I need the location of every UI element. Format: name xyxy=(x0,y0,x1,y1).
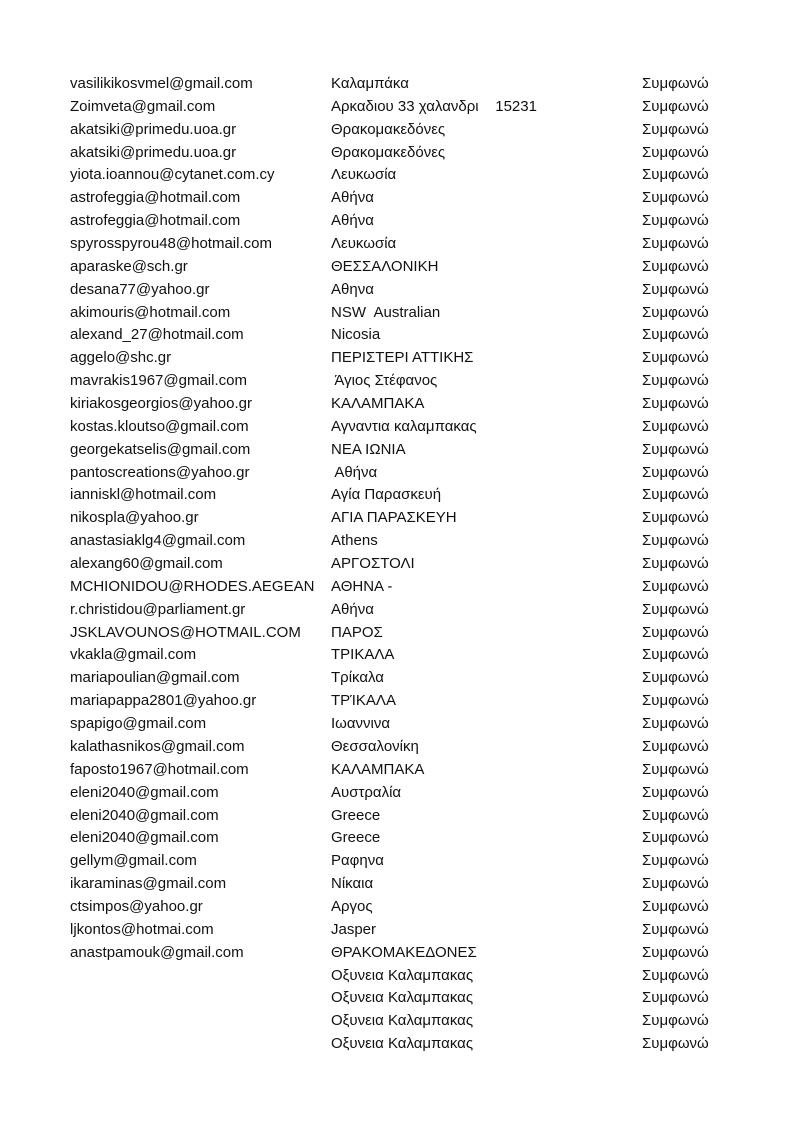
consent-cell: Συμφωνώ xyxy=(642,257,709,275)
city-cell: Αγία Παρασκευή xyxy=(331,486,442,504)
city-cell: Νίκαια xyxy=(331,875,374,893)
city-cell: ΤΡΙΚΑΛΑ xyxy=(331,646,395,664)
city-cell: ΤΡΊΚΑΛΑ xyxy=(331,692,396,710)
email-cell: nikospla@yahoo.gr xyxy=(70,509,199,527)
email-cell: eleni2040@gmail.com xyxy=(70,783,219,801)
email-cell: georgekatselis@gmail.com xyxy=(70,440,251,458)
email-cell: yiota.ioannou@cytanet.com.cy xyxy=(70,166,275,184)
email-cell: mariapappa2801@yahoo.gr xyxy=(70,692,257,710)
data-table xyxy=(0,73,799,1056)
email-cell: faposto1967@hotmail.com xyxy=(70,760,249,778)
email-cell: alexang60@gmail.com xyxy=(70,555,223,573)
email-cell: pantoscreations@yahoo.gr xyxy=(70,463,250,481)
city-cell: Nicosia xyxy=(331,326,381,344)
consent-cell: Συμφωνώ xyxy=(642,166,709,184)
table-row xyxy=(0,187,799,210)
table-row xyxy=(0,805,799,828)
city-cell: Αθήνα xyxy=(331,212,374,230)
table-row xyxy=(0,736,799,759)
table-row xyxy=(0,119,799,142)
email-cell: ianniskl@hotmail.com xyxy=(70,486,217,504)
city-cell: Greece xyxy=(331,829,381,847)
city-cell: Αθηνα xyxy=(331,280,374,298)
city-cell: ΘΕΣΣΑΛΟΝΙΚΗ xyxy=(331,257,439,275)
table-row xyxy=(0,942,799,965)
consent-cell: Συμφωνώ xyxy=(642,349,709,367)
city-cell: Λευκωσία xyxy=(331,166,397,184)
consent-cell: Συμφωνώ xyxy=(642,829,709,847)
consent-cell: Συμφωνώ xyxy=(642,1035,709,1053)
city-cell: ΚΑΛΑΜΠΑΚΑ xyxy=(331,395,425,413)
email-cell: r.christidou@parliament.gr xyxy=(70,600,246,618)
city-cell: Άγιος Στέφανος xyxy=(331,372,438,390)
table-row xyxy=(0,370,799,393)
email-cell: astrofeggia@hotmail.com xyxy=(70,189,241,207)
consent-cell: Συμφωνώ xyxy=(642,463,709,481)
table-row xyxy=(0,896,799,919)
email-cell: ikaraminas@gmail.com xyxy=(70,875,227,893)
email-cell: Zoimveta@gmail.com xyxy=(70,97,216,115)
consent-cell: Συμφωνώ xyxy=(642,143,709,161)
city-cell: Λευκωσία xyxy=(331,235,397,253)
city-cell: Αγναντια καλαμπακας xyxy=(331,417,477,435)
table-row xyxy=(0,965,799,988)
city-cell: ΑΡΓΟΣΤΟΛΙ xyxy=(331,555,415,573)
table-row xyxy=(0,142,799,165)
table-row xyxy=(0,530,799,553)
city-cell: Θεσσαλονίκη xyxy=(331,737,419,755)
city-cell: Οξυνεια Καλαμπακας xyxy=(331,1012,474,1030)
consent-cell: Συμφωνώ xyxy=(642,417,709,435)
table-row xyxy=(0,1010,799,1033)
city-cell: Οξυνεια Καλαμπακας xyxy=(331,1035,474,1053)
table-row xyxy=(0,96,799,119)
table-row xyxy=(0,279,799,302)
consent-cell: Συμφωνώ xyxy=(642,623,709,641)
table-row xyxy=(0,827,799,850)
table-row xyxy=(0,416,799,439)
city-cell: Jasper xyxy=(331,920,377,938)
table-row xyxy=(0,347,799,370)
email-cell: akatsiki@primedu.uoa.gr xyxy=(70,143,237,161)
consent-cell: Συμφωνώ xyxy=(642,577,709,595)
consent-cell: Συμφωνώ xyxy=(642,326,709,344)
city-cell: ΑΘΗΝΑ - xyxy=(331,577,393,595)
city-cell: ΠΕΡΙΣΤΕΡΙ ΑΤΤΙΚΗΣ xyxy=(331,349,474,367)
consent-cell: Συμφωνώ xyxy=(642,372,709,390)
email-cell: ctsimpos@yahoo.gr xyxy=(70,897,203,915)
table-row xyxy=(0,484,799,507)
table-row xyxy=(0,667,799,690)
email-cell: anastasiaklg4@gmail.com xyxy=(70,532,246,550)
email-cell: mavrakis1967@gmail.com xyxy=(70,372,247,390)
consent-cell: Συμφωνώ xyxy=(642,440,709,458)
city-cell: Θρακομακεδόνες xyxy=(331,120,446,138)
email-cell: ljkontos@hotmai.com xyxy=(70,920,214,938)
city-cell: NSW Australian xyxy=(331,303,441,321)
email-cell: alexand_27@hotmail.com xyxy=(70,326,244,344)
table-row xyxy=(0,987,799,1010)
city-cell: Ιωαννινα xyxy=(331,715,391,733)
email-cell: spyrosspyrou48@hotmail.com xyxy=(70,235,272,253)
table-row xyxy=(0,302,799,325)
consent-cell: Συμφωνώ xyxy=(642,760,709,778)
city-cell: ΠΑΡΟΣ xyxy=(331,623,383,641)
email-cell: eleni2040@gmail.com xyxy=(70,829,219,847)
email-cell: akatsiki@primedu.uoa.gr xyxy=(70,120,237,138)
consent-cell: Συμφωνώ xyxy=(642,989,709,1007)
consent-cell: Συμφωνώ xyxy=(642,920,709,938)
email-cell: desana77@yahoo.gr xyxy=(70,280,210,298)
consent-cell: Συμφωνώ xyxy=(642,75,709,92)
consent-cell: Συμφωνώ xyxy=(642,646,709,664)
table-row xyxy=(0,73,799,96)
email-cell: aparaske@sch.gr xyxy=(70,257,188,275)
email-cell: vasilikikosvmel@gmail.com xyxy=(70,75,253,92)
table-row xyxy=(0,164,799,187)
table-row xyxy=(0,1033,799,1056)
city-cell: Αργος xyxy=(331,897,373,915)
city-cell: Αυστραλία xyxy=(331,783,402,801)
consent-cell: Συμφωνώ xyxy=(642,715,709,733)
table-row xyxy=(0,850,799,873)
consent-cell: Συμφωνώ xyxy=(642,966,709,984)
city-cell: Τρίκαλα xyxy=(331,669,384,687)
email-cell: eleni2040@gmail.com xyxy=(70,806,219,824)
city-cell: Αθήνα xyxy=(331,600,374,618)
consent-cell: Συμφωνώ xyxy=(642,806,709,824)
table-row xyxy=(0,576,799,599)
consent-cell: Συμφωνώ xyxy=(642,852,709,870)
email-cell: akimouris@hotmail.com xyxy=(70,303,231,321)
table-row xyxy=(0,507,799,530)
email-cell: mariapoulian@gmail.com xyxy=(70,669,240,687)
table-row xyxy=(0,233,799,256)
city-cell: Θρακομακεδόνες xyxy=(331,143,446,161)
consent-cell: Συμφωνώ xyxy=(642,120,709,138)
city-cell: Greece xyxy=(331,806,381,824)
city-cell: Αθήνα xyxy=(331,463,378,481)
city-cell: ΑΓΙΑ ΠΑΡΑΣΚΕΥΗ xyxy=(331,509,457,527)
city-cell: Οξυνεια Καλαμπακας xyxy=(331,989,474,1007)
table-row xyxy=(0,210,799,233)
email-cell: spapigo@gmail.com xyxy=(70,715,207,733)
consent-cell: Συμφωνώ xyxy=(642,280,709,298)
email-cell: kostas.kloutso@gmail.com xyxy=(70,417,249,435)
table-row xyxy=(0,256,799,279)
email-cell: JSKLAVOUNOS@HOTMAIL.COM xyxy=(70,623,301,641)
table-row xyxy=(0,324,799,347)
consent-cell: Συμφωνώ xyxy=(642,509,709,527)
table-row xyxy=(0,439,799,462)
city-cell: Ραφηνα xyxy=(331,852,384,870)
consent-cell: Συμφωνώ xyxy=(642,303,709,321)
table-row xyxy=(0,690,799,713)
table-row xyxy=(0,759,799,782)
consent-cell: Συμφωνώ xyxy=(642,943,709,961)
city-cell: Athens xyxy=(331,532,378,550)
consent-cell: Συμφωνώ xyxy=(642,235,709,253)
consent-cell: Συμφωνώ xyxy=(642,897,709,915)
table-row xyxy=(0,919,799,942)
table-row xyxy=(0,622,799,645)
email-cell: kiriakosgeorgios@yahoo.gr xyxy=(70,395,252,413)
table-row xyxy=(0,553,799,576)
consent-cell: Συμφωνώ xyxy=(642,600,709,618)
city-cell: Αθήνα xyxy=(331,189,374,207)
consent-cell: Συμφωνώ xyxy=(642,212,709,230)
consent-cell: Συμφωνώ xyxy=(642,669,709,687)
consent-cell: Συμφωνώ xyxy=(642,532,709,550)
email-cell: vkakla@gmail.com xyxy=(70,646,197,664)
consent-cell: Συμφωνώ xyxy=(642,395,709,413)
consent-cell: Συμφωνώ xyxy=(642,692,709,710)
consent-cell: Συμφωνώ xyxy=(642,486,709,504)
city-cell: ΘΡΑΚΟΜΑΚΕΔΟΝΕΣ xyxy=(331,943,477,961)
email-cell: gellym@gmail.com xyxy=(70,852,197,870)
city-cell: ΚΑΛΑΜΠΑΚΑ xyxy=(331,760,425,778)
consent-cell: Συμφωνώ xyxy=(642,737,709,755)
city-cell: Καλαμπάκα xyxy=(331,75,409,92)
consent-cell: Συμφωνώ xyxy=(642,875,709,893)
table-row xyxy=(0,644,799,667)
email-cell: anastpamouk@gmail.com xyxy=(70,943,244,961)
table-row xyxy=(0,462,799,485)
table-row xyxy=(0,599,799,622)
consent-cell: Συμφωνώ xyxy=(642,555,709,573)
email-cell: MCHIONIDOU@RHODES.AEGEAN xyxy=(70,577,315,595)
city-cell: ΝΕΑ ΙΩΝΙΑ xyxy=(331,440,406,458)
city-cell: Οξυνεια Καλαμπακας xyxy=(331,966,474,984)
consent-cell: Συμφωνώ xyxy=(642,1012,709,1030)
email-cell: kalathasnikos@gmail.com xyxy=(70,737,245,755)
city-cell: Αρκαδιου 33 χαλανδρι 15231 xyxy=(331,97,537,115)
table-row xyxy=(0,713,799,736)
consent-cell: Συμφωνώ xyxy=(642,97,709,115)
email-cell: astrofeggia@hotmail.com xyxy=(70,212,241,230)
table-row xyxy=(0,393,799,416)
email-cell: aggelo@shc.gr xyxy=(70,349,172,367)
table-row xyxy=(0,782,799,805)
consent-cell: Συμφωνώ xyxy=(642,189,709,207)
table-row xyxy=(0,873,799,896)
consent-cell: Συμφωνώ xyxy=(642,783,709,801)
